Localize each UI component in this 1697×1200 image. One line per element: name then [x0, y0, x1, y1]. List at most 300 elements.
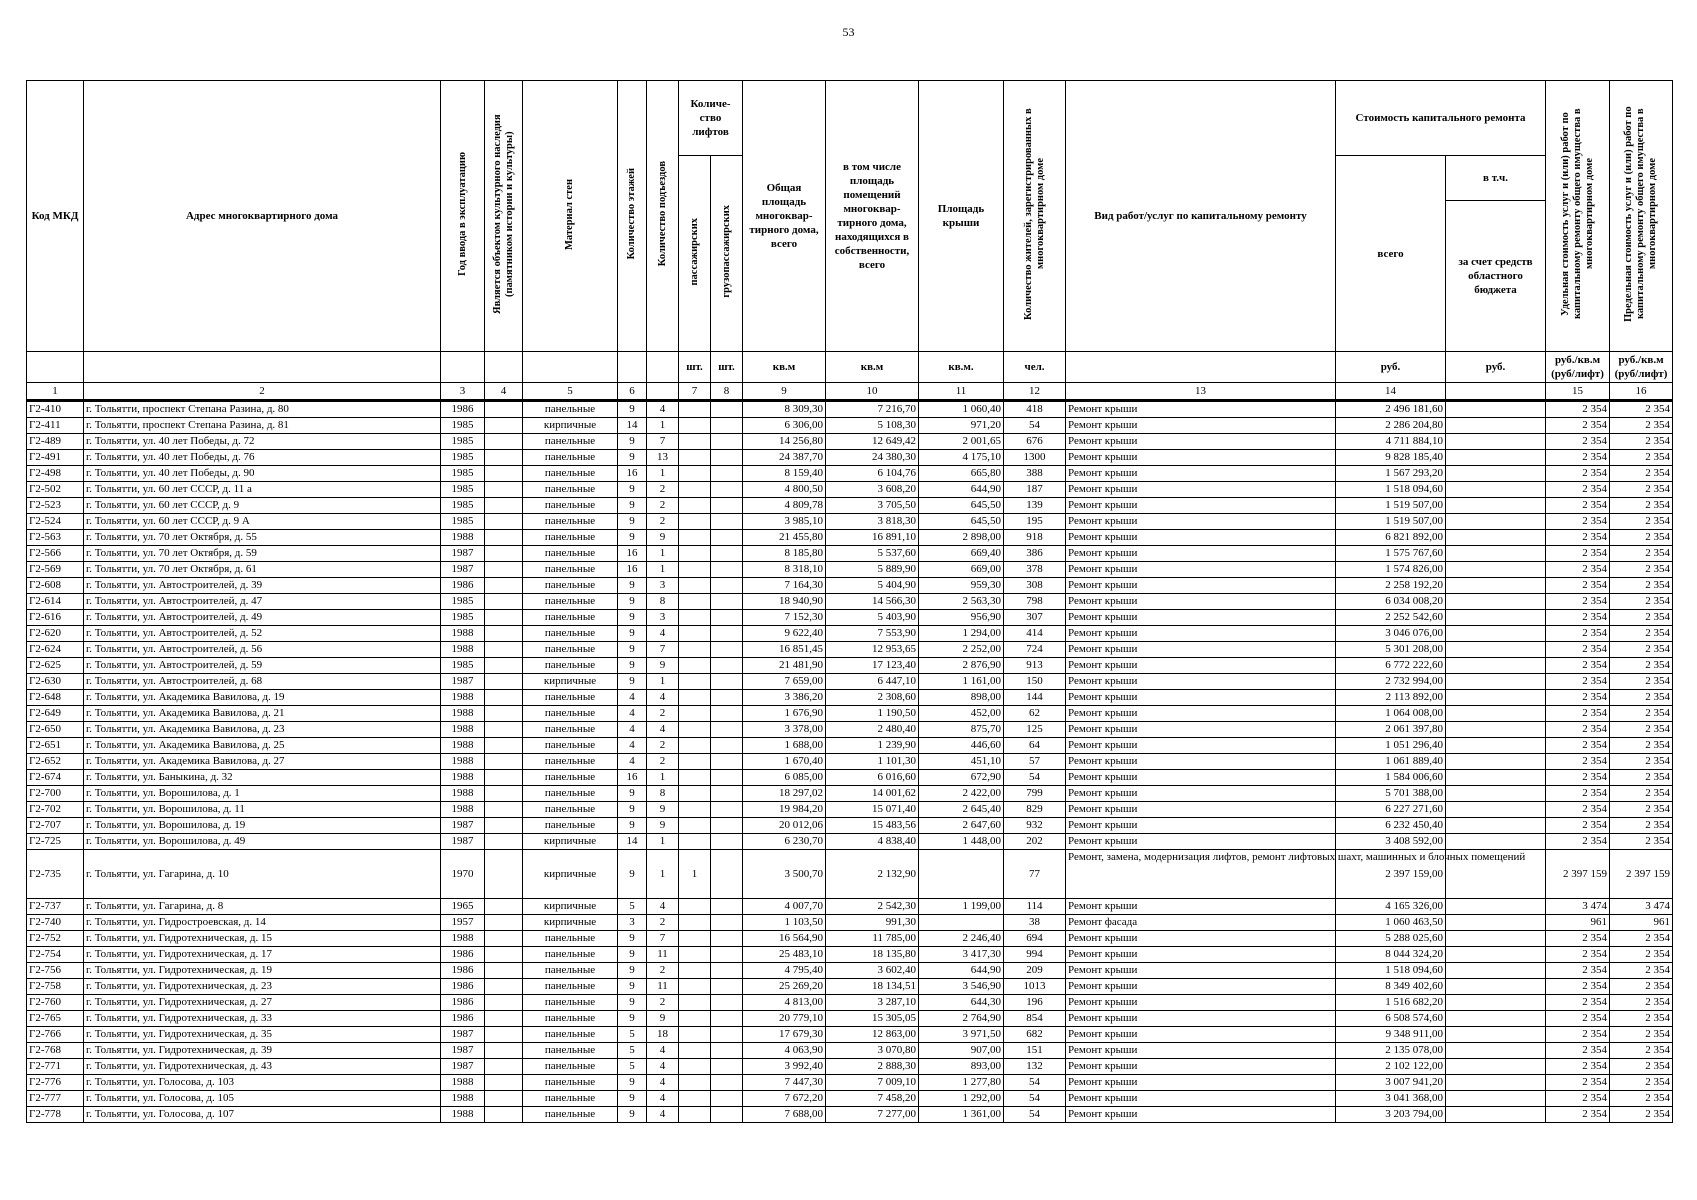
cell-residents: 125 — [1004, 722, 1066, 738]
cell-max-cost: 2 354 — [1610, 626, 1673, 642]
cell-roof-area: 2 898,00 — [919, 530, 1004, 546]
cell-residents: 932 — [1004, 818, 1066, 834]
cell-work-type: Ремонт крыши — [1066, 546, 1336, 562]
cell-entrances: 1 — [647, 562, 679, 578]
cell-unit-cost: 2 354 — [1546, 1107, 1610, 1123]
cell-entrances: 11 — [647, 979, 679, 995]
cell-heritage — [485, 818, 523, 834]
cell-code: Г2-649 — [27, 706, 84, 722]
cell-roof-area: 1 161,00 — [919, 674, 1004, 690]
table-row — [27, 466, 1673, 482]
cell-unit-cost: 2 354 — [1546, 690, 1610, 706]
header-cost-incl: в т.ч. — [1446, 156, 1546, 201]
cell-unit-cost: 2 354 — [1546, 1027, 1610, 1043]
cell-wall-material: панельные — [523, 931, 618, 947]
cell-cost-total: 1 519 507,00 — [1336, 514, 1446, 530]
cell-code: Г2-756 — [27, 963, 84, 979]
cell-work-type: Ремонт крыши — [1066, 610, 1336, 626]
cell-code: Г2-502 — [27, 482, 84, 498]
cell-code: Г2-410 — [27, 401, 84, 418]
cell-max-cost: 2 354 — [1610, 594, 1673, 610]
cell-entrances: 4 — [647, 401, 679, 418]
cell-area-total: 24 387,70 — [743, 450, 826, 466]
cell-unit-cost: 2 354 — [1546, 931, 1610, 947]
cell-max-cost: 2 354 — [1610, 546, 1673, 562]
cell-wall-material: панельные — [523, 979, 618, 995]
cell-entrances: 1 — [647, 418, 679, 434]
cell-area-owned: 3 608,20 — [826, 482, 919, 498]
cell-work-type: Ремонт крыши — [1066, 802, 1336, 818]
header-address: Адрес многоквартирного дома — [84, 81, 441, 352]
cell-floors: 9 — [618, 818, 647, 834]
cell-lifts-passenger — [679, 770, 711, 786]
cell-area-total: 9 622,40 — [743, 626, 826, 642]
cell-entrances: 9 — [647, 818, 679, 834]
cell-address: г. Тольятти, ул. Автостроителей, д. 49 — [84, 610, 441, 626]
cell-code: Г2-776 — [27, 1075, 84, 1091]
cell-cost-regional — [1446, 1043, 1546, 1059]
cell-lifts-cargo — [711, 482, 743, 498]
cell-unit-cost: 2 354 — [1546, 466, 1610, 482]
cell-code: Г2-620 — [27, 626, 84, 642]
cell-floors: 9 — [618, 850, 647, 899]
cell-year: 1987 — [441, 546, 485, 562]
cell-work-type: Ремонт крыши — [1066, 786, 1336, 802]
cell-code: Г2-651 — [27, 738, 84, 754]
cell-lifts-passenger — [679, 899, 711, 915]
cell-residents: 132 — [1004, 1059, 1066, 1075]
cell-entrances: 2 — [647, 995, 679, 1011]
cell-lifts-cargo — [711, 850, 743, 899]
cell-lifts-cargo — [711, 658, 743, 674]
table-row — [27, 562, 1673, 578]
table-row — [27, 690, 1673, 706]
cell-floors: 9 — [618, 401, 647, 418]
cell-roof-area: 669,00 — [919, 562, 1004, 578]
cell-area-total: 21 481,90 — [743, 658, 826, 674]
cell-address: г. Тольятти, ул. Гагарина, д. 8 — [84, 899, 441, 915]
cell-heritage — [485, 466, 523, 482]
cell-code: Г2-778 — [27, 1107, 84, 1123]
table-row — [27, 450, 1673, 466]
cell-wall-material: панельные — [523, 482, 618, 498]
cell-wall-material: кирпичные — [523, 674, 618, 690]
cell-cost-total: 2 135 078,00 — [1336, 1043, 1446, 1059]
cell-entrances: 1 — [647, 834, 679, 850]
cell-work-type: Ремонт крыши — [1066, 674, 1336, 690]
unit-blank — [1066, 352, 1336, 383]
cell-residents: 54 — [1004, 1107, 1066, 1123]
cell-residents: 676 — [1004, 434, 1066, 450]
cell-unit-cost: 2 354 — [1546, 658, 1610, 674]
header-area-total: Общая площадь многоквар-тирного дома, всего — [743, 81, 826, 352]
cell-code: Г2-566 — [27, 546, 84, 562]
cell-lifts-passenger — [679, 674, 711, 690]
cell-work-type: Ремонт крыши — [1066, 1043, 1336, 1059]
cell-unit-cost: 2 354 — [1546, 401, 1610, 418]
cell-year: 1986 — [441, 1011, 485, 1027]
cell-lifts-cargo — [711, 770, 743, 786]
cell-wall-material: панельные — [523, 562, 618, 578]
cell-area-total: 8 318,10 — [743, 562, 826, 578]
cell-cost-total: 3 408 592,00 — [1336, 834, 1446, 850]
cell-floors: 9 — [618, 979, 647, 995]
cell-residents: 682 — [1004, 1027, 1066, 1043]
cell-area-owned: 7 458,20 — [826, 1091, 919, 1107]
cell-area-total: 7 672,20 — [743, 1091, 826, 1107]
cell-heritage — [485, 1043, 523, 1059]
cell-year: 1986 — [441, 979, 485, 995]
header-lifts: Количе-ство лифтов — [679, 81, 743, 156]
cell-area-total: 1 103,50 — [743, 915, 826, 931]
cell-residents: 54 — [1004, 770, 1066, 786]
cell-wall-material: панельные — [523, 1075, 618, 1091]
cell-code: Г2-740 — [27, 915, 84, 931]
table-row — [27, 594, 1673, 610]
cell-max-cost: 2 354 — [1610, 498, 1673, 514]
cell-roof-area: 2 647,60 — [919, 818, 1004, 834]
cell-unit-cost: 2 354 — [1546, 1075, 1610, 1091]
cell-residents: 414 — [1004, 626, 1066, 642]
cell-area-owned: 15 071,40 — [826, 802, 919, 818]
cell-residents: 62 — [1004, 706, 1066, 722]
cell-area-total: 3 992,40 — [743, 1059, 826, 1075]
cell-wall-material: панельные — [523, 947, 618, 963]
cell-cost-regional — [1446, 1059, 1546, 1075]
cell-area-total: 18 297,02 — [743, 786, 826, 802]
cell-roof-area: 2 645,40 — [919, 802, 1004, 818]
cell-work-type: Ремонт крыши — [1066, 690, 1336, 706]
cell-roof-area: 2 001,65 — [919, 434, 1004, 450]
cell-heritage — [485, 1059, 523, 1075]
cell-unit-cost: 961 — [1546, 915, 1610, 931]
cell-address: г. Тольятти, ул. Автостроителей, д. 68 — [84, 674, 441, 690]
cell-residents: 139 — [1004, 498, 1066, 514]
cell-cost-regional — [1446, 674, 1546, 690]
cell-max-cost: 2 354 — [1610, 979, 1673, 995]
cell-wall-material: панельные — [523, 626, 618, 642]
cell-max-cost: 2 354 — [1610, 786, 1673, 802]
cell-year: 1988 — [441, 690, 485, 706]
cell-address: г. Тольятти, ул. 40 лет Победы, д. 90 — [84, 466, 441, 482]
cell-address: г. Тольятти, ул. 70 лет Октября, д. 55 — [84, 530, 441, 546]
cell-max-cost: 2 354 — [1610, 418, 1673, 434]
cell-unit-cost: 2 354 — [1546, 963, 1610, 979]
cell-residents: 151 — [1004, 1043, 1066, 1059]
table-row — [27, 1075, 1673, 1091]
unit-blank — [647, 352, 679, 383]
cell-cost-regional — [1446, 1075, 1546, 1091]
table-row — [27, 963, 1673, 979]
cell-wall-material: панельные — [523, 754, 618, 770]
cell-lifts-cargo — [711, 1059, 743, 1075]
cell-address: г. Тольятти, ул. Академика Вавилова, д. 21 — [84, 706, 441, 722]
cell-wall-material: кирпичные — [523, 899, 618, 915]
cell-address: г. Тольятти, ул. Голосова, д. 107 — [84, 1107, 441, 1123]
cell-area-total: 8 159,40 — [743, 466, 826, 482]
cell-year: 1988 — [441, 770, 485, 786]
cell-roof-area: 644,90 — [919, 482, 1004, 498]
cell-area-owned: 14 566,30 — [826, 594, 919, 610]
cell-heritage — [485, 1011, 523, 1027]
header-floors: Количество этажей — [618, 81, 647, 352]
unit-rate: руб./кв.м (руб/лифт) — [1610, 352, 1673, 383]
cell-wall-material: панельные — [523, 786, 618, 802]
column-number: 8 — [711, 383, 743, 401]
cell-code: Г2-608 — [27, 578, 84, 594]
table-row — [27, 786, 1673, 802]
cell-cost-total: 2 102 122,00 — [1336, 1059, 1446, 1075]
cell-cost-regional — [1446, 482, 1546, 498]
cell-max-cost: 2 354 — [1610, 995, 1673, 1011]
cell-lifts-passenger — [679, 979, 711, 995]
table-row — [27, 610, 1673, 626]
cell-floors: 9 — [618, 450, 647, 466]
cell-year: 1987 — [441, 562, 485, 578]
cell-cost-total: 5 301 208,00 — [1336, 642, 1446, 658]
cell-lifts-cargo — [711, 546, 743, 562]
cell-max-cost: 2 354 — [1610, 562, 1673, 578]
cell-year: 1985 — [441, 482, 485, 498]
cell-cost-regional — [1446, 754, 1546, 770]
cell-lifts-cargo — [711, 1075, 743, 1091]
cell-lifts-passenger — [679, 722, 711, 738]
cell-cost-total: 8 044 324,20 — [1336, 947, 1446, 963]
cell-lifts-passenger — [679, 642, 711, 658]
cell-area-total: 4 800,50 — [743, 482, 826, 498]
cell-lifts-cargo — [711, 610, 743, 626]
cell-cost-total: 1 061 889,40 — [1336, 754, 1446, 770]
cell-roof-area: 893,00 — [919, 1059, 1004, 1075]
cell-work-type: Ремонт крыши — [1066, 1059, 1336, 1075]
cell-wall-material: панельные — [523, 658, 618, 674]
cell-unit-cost: 2 354 — [1546, 1059, 1610, 1075]
cell-max-cost: 2 354 — [1610, 706, 1673, 722]
cell-floors: 9 — [618, 514, 647, 530]
cell-address: г. Тольятти, ул. Автостроителей, д. 56 — [84, 642, 441, 658]
cell-heritage — [485, 738, 523, 754]
cell-lifts-passenger — [679, 802, 711, 818]
cell-max-cost: 2 354 — [1610, 434, 1673, 450]
cell-work-type: Ремонт крыши — [1066, 706, 1336, 722]
cell-max-cost: 2 354 — [1610, 818, 1673, 834]
cell-cost-regional — [1446, 947, 1546, 963]
cell-entrances: 8 — [647, 594, 679, 610]
cell-cost-regional — [1446, 498, 1546, 514]
cell-lifts-passenger — [679, 931, 711, 947]
cell-address: г. Тольятти, ул. Автостроителей, д. 52 — [84, 626, 441, 642]
cell-floors: 5 — [618, 1043, 647, 1059]
cell-wall-material: панельные — [523, 642, 618, 658]
cell-year: 1988 — [441, 626, 485, 642]
cell-heritage — [485, 850, 523, 899]
table-row — [27, 850, 1673, 899]
cell-entrances: 2 — [647, 498, 679, 514]
table-row — [27, 834, 1673, 850]
table-row — [27, 931, 1673, 947]
header-area-owned: в том числе площадь помещений многоквар-тирного дома, находящихся в собственности, всего — [826, 81, 919, 352]
cell-roof-area: 971,20 — [919, 418, 1004, 434]
cell-year: 1957 — [441, 915, 485, 931]
cell-residents: 913 — [1004, 658, 1066, 674]
cell-year: 1987 — [441, 1043, 485, 1059]
cell-residents: 724 — [1004, 642, 1066, 658]
cell-area-owned: 3 705,50 — [826, 498, 919, 514]
cell-code: Г2-765 — [27, 1011, 84, 1027]
cell-lifts-cargo — [711, 1107, 743, 1123]
cell-unit-cost: 2 354 — [1546, 786, 1610, 802]
cell-roof-area: 1 361,00 — [919, 1107, 1004, 1123]
table-row — [27, 418, 1673, 434]
cell-work-type: Ремонт крыши — [1066, 738, 1336, 754]
cell-cost-total: 6 227 271,60 — [1336, 802, 1446, 818]
cell-address: г. Тольятти, ул. Гидротехническая, д. 15 — [84, 931, 441, 947]
cell-year: 1985 — [441, 498, 485, 514]
cell-cost-regional — [1446, 995, 1546, 1011]
cell-lifts-cargo — [711, 690, 743, 706]
cell-heritage — [485, 834, 523, 850]
cell-heritage — [485, 482, 523, 498]
cell-entrances: 1 — [647, 850, 679, 899]
cell-wall-material: кирпичные — [523, 834, 618, 850]
cell-wall-material: панельные — [523, 498, 618, 514]
cell-heritage — [485, 1107, 523, 1123]
cell-entrances: 7 — [647, 931, 679, 947]
cell-wall-material: панельные — [523, 546, 618, 562]
cell-year: 1986 — [441, 995, 485, 1011]
cell-work-type: Ремонт крыши — [1066, 401, 1336, 418]
cell-lifts-cargo — [711, 642, 743, 658]
cell-area-total: 7 164,30 — [743, 578, 826, 594]
unit-blank — [84, 352, 441, 383]
cell-area-total: 25 269,20 — [743, 979, 826, 995]
cell-heritage — [485, 418, 523, 434]
cell-residents: 54 — [1004, 1075, 1066, 1091]
cell-max-cost: 2 354 — [1610, 834, 1673, 850]
cell-lifts-cargo — [711, 754, 743, 770]
column-numbers-row — [27, 383, 1673, 401]
cell-cost-total: 2 258 192,20 — [1336, 578, 1446, 594]
cell-residents: 54 — [1004, 418, 1066, 434]
cell-cost-regional — [1446, 1027, 1546, 1043]
table-row — [27, 818, 1673, 834]
column-number: 14 — [1336, 383, 1446, 401]
cell-lifts-passenger — [679, 1027, 711, 1043]
cell-cost-total: 2 252 542,60 — [1336, 610, 1446, 626]
cell-lifts-cargo — [711, 418, 743, 434]
cell-residents: 202 — [1004, 834, 1066, 850]
cell-code: Г2-766 — [27, 1027, 84, 1043]
cell-floors: 9 — [618, 1075, 647, 1091]
cell-area-total: 6 230,70 — [743, 834, 826, 850]
cell-work-type: Ремонт крыши — [1066, 642, 1336, 658]
cell-lifts-cargo — [711, 931, 743, 947]
cell-area-owned: 6 104,76 — [826, 466, 919, 482]
cell-cost-total: 1 519 507,00 — [1336, 498, 1446, 514]
cell-entrances: 4 — [647, 1091, 679, 1107]
cell-year: 1986 — [441, 947, 485, 963]
cell-area-total: 3 378,00 — [743, 722, 826, 738]
cell-address: г. Тольятти, ул. Гагарина, д. 10 — [84, 850, 441, 899]
cell-area-total: 4 063,90 — [743, 1043, 826, 1059]
cell-code: Г2-648 — [27, 690, 84, 706]
cell-wall-material: панельные — [523, 770, 618, 786]
cell-area-owned: 2 480,40 — [826, 722, 919, 738]
cell-entrances: 11 — [647, 947, 679, 963]
cell-cost-total: 1 575 767,60 — [1336, 546, 1446, 562]
cell-address: г. Тольятти, ул. 70 лет Октября, д. 61 — [84, 562, 441, 578]
cell-heritage — [485, 642, 523, 658]
cell-work-type: Ремонт крыши — [1066, 530, 1336, 546]
column-number: 9 — [743, 383, 826, 401]
cell-area-owned: 18 134,51 — [826, 979, 919, 995]
cell-lifts-cargo — [711, 466, 743, 482]
cell-year: 1988 — [441, 642, 485, 658]
cell-area-total: 4 007,70 — [743, 899, 826, 915]
unit-blank — [441, 352, 485, 383]
cell-work-type: Ремонт крыши — [1066, 1075, 1336, 1091]
cell-work-type: Ремонт крыши — [1066, 995, 1336, 1011]
cell-area-total: 16 564,90 — [743, 931, 826, 947]
table-row — [27, 706, 1673, 722]
cell-address: г. Тольятти, ул. Автостроителей, д. 47 — [84, 594, 441, 610]
cell-area-total: 8 309,30 — [743, 401, 826, 418]
column-number: 7 — [679, 383, 711, 401]
cell-heritage — [485, 899, 523, 915]
cell-entrances: 9 — [647, 1011, 679, 1027]
cell-area-owned: 3 602,40 — [826, 963, 919, 979]
cell-wall-material: панельные — [523, 706, 618, 722]
cell-heritage — [485, 562, 523, 578]
cell-unit-cost: 2 354 — [1546, 562, 1610, 578]
cell-cost-regional — [1446, 1107, 1546, 1123]
cell-year: 1985 — [441, 466, 485, 482]
cell-code: Г2-702 — [27, 802, 84, 818]
cell-floors: 14 — [618, 418, 647, 434]
cell-lifts-cargo — [711, 562, 743, 578]
cell-heritage — [485, 690, 523, 706]
header-lifts-cargo: грузопассажирских — [711, 156, 743, 352]
header-code: Код МКД — [27, 81, 84, 352]
cell-cost-total: 1 518 094,60 — [1336, 482, 1446, 498]
cell-year: 1986 — [441, 578, 485, 594]
cell-roof-area: 665,80 — [919, 466, 1004, 482]
cell-cost-regional — [1446, 610, 1546, 626]
cell-area-total: 17 679,30 — [743, 1027, 826, 1043]
cell-roof-area: 956,90 — [919, 610, 1004, 626]
cell-residents: 308 — [1004, 578, 1066, 594]
cell-lifts-passenger — [679, 450, 711, 466]
cell-entrances: 2 — [647, 738, 679, 754]
unit-blank — [618, 352, 647, 383]
cell-residents: 187 — [1004, 482, 1066, 498]
cell-code: Г2-707 — [27, 818, 84, 834]
cell-residents: 114 — [1004, 899, 1066, 915]
cell-code: Г2-569 — [27, 562, 84, 578]
cell-work-type: Ремонт крыши — [1066, 562, 1336, 578]
table-row — [27, 770, 1673, 786]
cell-area-owned: 1 239,90 — [826, 738, 919, 754]
table-row — [27, 674, 1673, 690]
cell-max-cost: 2 354 — [1610, 466, 1673, 482]
cell-area-total: 6 306,00 — [743, 418, 826, 434]
cell-floors: 4 — [618, 690, 647, 706]
cell-wall-material: панельные — [523, 610, 618, 626]
cell-wall-material: панельные — [523, 434, 618, 450]
cell-lifts-passenger — [679, 1107, 711, 1123]
cell-floors: 9 — [618, 963, 647, 979]
cell-lifts-passenger — [679, 482, 711, 498]
